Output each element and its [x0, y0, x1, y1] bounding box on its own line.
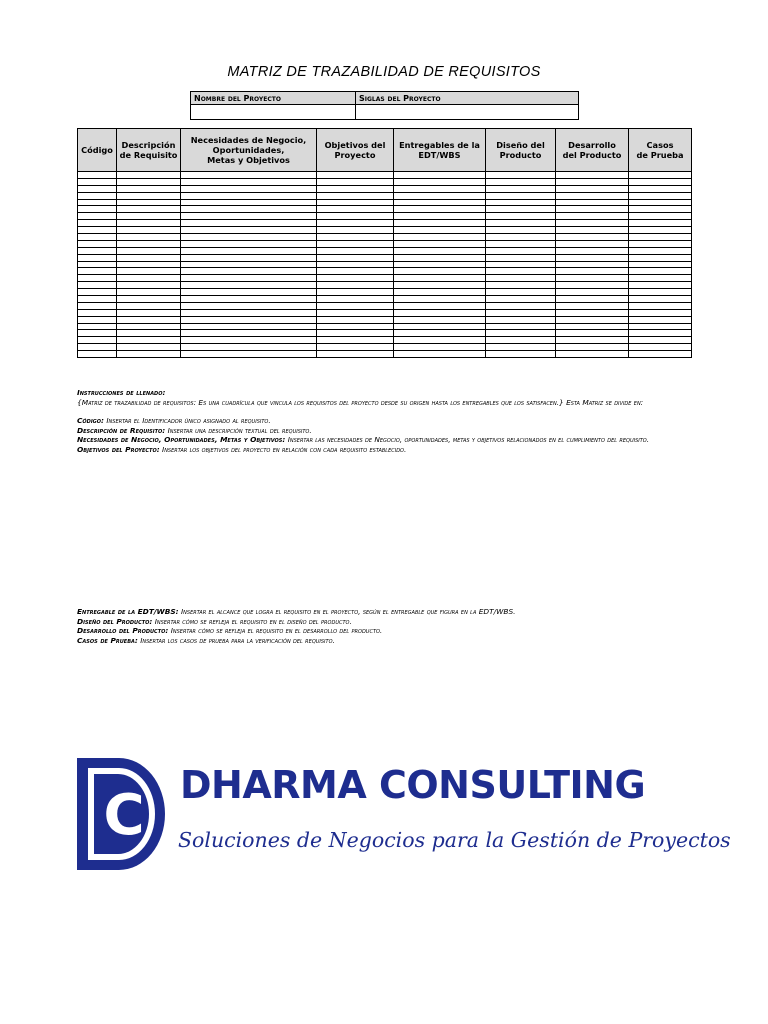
matrix-cell[interactable] [556, 351, 629, 358]
table-row [78, 240, 692, 247]
matrix-cell[interactable] [629, 296, 692, 303]
matrix-cell[interactable] [317, 309, 394, 316]
matrix-cell[interactable] [317, 351, 394, 358]
matrix-cell[interactable] [117, 240, 181, 247]
matrix-cell[interactable] [117, 282, 181, 289]
instruction-text: Insertar cómo se refleja el requisito en el diseño del producto. [154, 616, 352, 626]
matrix-cell[interactable] [556, 206, 629, 213]
matrix-cell[interactable] [181, 337, 317, 344]
matrix-cell[interactable] [556, 275, 629, 282]
matrix-cell[interactable] [394, 330, 486, 337]
matrix-cell[interactable] [556, 254, 629, 261]
matrix-cell[interactable] [181, 330, 317, 337]
matrix-cell[interactable] [556, 185, 629, 192]
matrix-cell[interactable] [629, 172, 692, 179]
company-name: DHARMA CONSULTING [180, 763, 646, 807]
matrix-cell[interactable] [394, 296, 486, 303]
matrix-cell[interactable] [556, 227, 629, 234]
matrix-cell[interactable] [629, 344, 692, 351]
instruction-term: Entregable de la EDT/WBS: [77, 607, 179, 616]
matrix-cell[interactable] [181, 234, 317, 241]
matrix-cell[interactable] [317, 220, 394, 227]
instruction-term: Necesidades de Negocio, Oportunidades, Metas y Objetivos: [77, 435, 286, 445]
matrix-cell[interactable] [486, 316, 556, 323]
matrix-cell[interactable] [394, 268, 486, 275]
matrix-cell[interactable] [181, 240, 317, 247]
matrix-column-header: Casos de Prueba [629, 129, 692, 172]
company-tagline: Soluciones de Negocios para la Gestión de Proyectos [178, 828, 731, 852]
matrix-cell[interactable] [629, 337, 692, 344]
matrix-cell[interactable] [629, 275, 692, 282]
matrix-cell[interactable] [317, 261, 394, 268]
matrix-cell[interactable] [317, 185, 394, 192]
matrix-cell[interactable] [394, 275, 486, 282]
table-row [78, 261, 692, 268]
matrix-cell[interactable] [394, 261, 486, 268]
table-row [78, 302, 692, 309]
instruction-term: Diseño del Producto: [77, 616, 153, 626]
matrix-cell[interactable] [117, 206, 181, 213]
matrix-cell[interactable] [394, 254, 486, 261]
matrix-cell[interactable] [181, 282, 317, 289]
instructions-heading: Instrucciones de llenado: [77, 388, 166, 397]
table-row [78, 268, 692, 275]
matrix-cell[interactable] [629, 316, 692, 323]
matrix-cell[interactable] [117, 316, 181, 323]
matrix-cell[interactable] [181, 178, 317, 185]
matrix-cell[interactable] [629, 206, 692, 213]
matrix-cell[interactable] [317, 227, 394, 234]
table-row [78, 323, 692, 330]
table-row [78, 185, 692, 192]
matrix-cell[interactable] [78, 199, 117, 206]
instruction-term: Código: [77, 416, 104, 426]
matrix-cell[interactable] [486, 275, 556, 282]
matrix-cell[interactable] [394, 323, 486, 330]
matrix-cell[interactable] [556, 282, 629, 289]
matrix-cell[interactable] [394, 337, 486, 344]
matrix-cell[interactable] [317, 296, 394, 303]
matrix-cell[interactable] [117, 227, 181, 234]
table-row [78, 330, 692, 337]
matrix-cell[interactable] [486, 192, 556, 199]
project-acronym-value[interactable] [356, 105, 579, 120]
matrix-cell[interactable] [317, 247, 394, 254]
matrix-cell[interactable] [486, 268, 556, 275]
matrix-cell[interactable] [486, 178, 556, 185]
matrix-cell[interactable] [394, 234, 486, 241]
instruction-term: Descripción de Requisito: [77, 425, 166, 435]
matrix-cell[interactable] [78, 172, 117, 179]
matrix-cell[interactable] [181, 254, 317, 261]
matrix-cell[interactable] [181, 323, 317, 330]
traceability-matrix-table [77, 128, 692, 358]
table-row [78, 220, 692, 227]
matrix-cell[interactable] [394, 344, 486, 351]
matrix-cell[interactable] [117, 199, 181, 206]
matrix-cell[interactable] [556, 344, 629, 351]
matrix-cell[interactable] [629, 268, 692, 275]
instruction-text: Insertar el Identificador único asignado al requisito. [106, 416, 271, 426]
matrix-cell[interactable] [78, 309, 117, 316]
instructions-intro: {Matriz de trazabilidad de requisitos: Es una cuadrícula que vincula los requisitos del proyecto desde su origen hasta los entregables que los satisfacen.} Esta Matriz se divide en: [77, 397, 644, 407]
instruction-text: Insertar cómo se refleja el requisito en el desarrollo del producto. [170, 626, 383, 636]
matrix-cell[interactable] [629, 323, 692, 330]
matrix-cell[interactable] [486, 344, 556, 351]
instruction-item [77, 636, 687, 646]
matrix-cell[interactable] [181, 185, 317, 192]
matrix-cell[interactable] [78, 296, 117, 303]
table-row [78, 309, 692, 316]
matrix-cell[interactable] [486, 330, 556, 337]
matrix-cell[interactable] [78, 192, 117, 199]
matrix-cell[interactable] [629, 213, 692, 220]
matrix-cell[interactable] [629, 185, 692, 192]
matrix-cell[interactable] [629, 254, 692, 261]
svg-text:C: C [103, 783, 145, 848]
matrix-cell[interactable] [486, 309, 556, 316]
matrix-cell[interactable] [78, 337, 117, 344]
table-row [78, 254, 692, 261]
matrix-cell[interactable] [394, 309, 486, 316]
matrix-cell[interactable] [486, 323, 556, 330]
matrix-cell[interactable] [486, 282, 556, 289]
matrix-cell[interactable] [181, 213, 317, 220]
matrix-cell[interactable] [117, 323, 181, 330]
matrix-cell[interactable] [317, 234, 394, 241]
matrix-cell[interactable] [629, 199, 692, 206]
matrix-cell[interactable] [317, 282, 394, 289]
matrix-cell[interactable] [556, 192, 629, 199]
matrix-cell[interactable] [181, 227, 317, 234]
matrix-cell[interactable] [629, 247, 692, 254]
matrix-cell[interactable] [78, 282, 117, 289]
matrix-cell[interactable] [78, 268, 117, 275]
matrix-cell[interactable] [78, 330, 117, 337]
matrix-cell[interactable] [78, 316, 117, 323]
matrix-cell[interactable] [629, 289, 692, 296]
matrix-column-header: Necesidades de Negocio, Oportunidades, Metas y Objetivos [181, 129, 317, 172]
matrix-cell[interactable] [181, 199, 317, 206]
matrix-cell[interactable] [181, 316, 317, 323]
dharma-consulting-logo-icon [77, 758, 169, 870]
matrix-cell[interactable] [317, 344, 394, 351]
matrix-cell[interactable] [181, 302, 317, 309]
matrix-cell[interactable] [317, 268, 394, 275]
matrix-cell[interactable] [317, 192, 394, 199]
instruction-item [77, 416, 687, 426]
table-row [78, 178, 692, 185]
table-row [78, 282, 692, 289]
matrix-cell[interactable] [317, 178, 394, 185]
matrix-cell[interactable] [556, 199, 629, 206]
matrix-cell[interactable] [117, 309, 181, 316]
matrix-cell[interactable] [181, 344, 317, 351]
table-row [78, 275, 692, 282]
matrix-column-header: Código [78, 129, 117, 172]
matrix-cell[interactable] [556, 178, 629, 185]
matrix-cell[interactable] [556, 323, 629, 330]
matrix-cell[interactable] [394, 289, 486, 296]
table-row [78, 234, 692, 241]
matrix-cell[interactable] [394, 227, 486, 234]
matrix-cell[interactable] [181, 289, 317, 296]
table-row [78, 296, 692, 303]
matrix-cell[interactable] [556, 220, 629, 227]
matrix-cell[interactable] [181, 192, 317, 199]
table-row [78, 344, 692, 351]
matrix-cell[interactable] [486, 296, 556, 303]
matrix-cell[interactable] [556, 330, 629, 337]
matrix-cell[interactable] [78, 220, 117, 227]
matrix-cell[interactable] [556, 240, 629, 247]
matrix-cell[interactable] [629, 302, 692, 309]
matrix-cell[interactable] [486, 337, 556, 344]
matrix-cell[interactable] [117, 220, 181, 227]
matrix-cell[interactable] [629, 227, 692, 234]
project-name-label: Nombre del Proyecto [191, 92, 356, 105]
matrix-cell[interactable] [394, 178, 486, 185]
matrix-cell[interactable] [486, 289, 556, 296]
matrix-cell[interactable] [117, 351, 181, 358]
matrix-cell[interactable] [181, 309, 317, 316]
matrix-cell[interactable] [486, 302, 556, 309]
matrix-cell[interactable] [394, 302, 486, 309]
matrix-cell[interactable] [117, 192, 181, 199]
matrix-cell[interactable] [394, 206, 486, 213]
matrix-cell[interactable] [629, 330, 692, 337]
matrix-cell[interactable] [629, 282, 692, 289]
matrix-cell[interactable] [117, 254, 181, 261]
matrix-cell[interactable] [394, 316, 486, 323]
matrix-cell[interactable] [78, 227, 117, 234]
matrix-column-header: Desarrollo del Producto [556, 129, 629, 172]
matrix-cell[interactable] [78, 323, 117, 330]
matrix-cell[interactable] [78, 254, 117, 261]
matrix-cell[interactable] [317, 323, 394, 330]
matrix-cell[interactable] [181, 261, 317, 268]
matrix-cell[interactable] [317, 172, 394, 179]
matrix-cell[interactable] [486, 351, 556, 358]
instruction-item [77, 435, 687, 445]
matrix-cell[interactable] [629, 234, 692, 241]
matrix-cell[interactable] [394, 185, 486, 192]
matrix-cell[interactable] [394, 172, 486, 179]
matrix-cell[interactable] [629, 220, 692, 227]
matrix-cell[interactable] [317, 289, 394, 296]
matrix-cell[interactable] [78, 261, 117, 268]
instruction-text: Insertar las necesidades de Negocio, oportunidades, metas y objetivos relacionados en el cumplimiento del requisito. [287, 435, 650, 445]
matrix-cell[interactable] [117, 172, 181, 179]
table-row [78, 351, 692, 358]
matrix-cell[interactable] [629, 192, 692, 199]
matrix-cell[interactable] [117, 275, 181, 282]
matrix-cell[interactable] [486, 240, 556, 247]
table-row [78, 316, 692, 323]
matrix-cell[interactable] [78, 351, 117, 358]
matrix-cell[interactable] [181, 247, 317, 254]
table-row [78, 206, 692, 213]
matrix-cell[interactable] [629, 261, 692, 268]
matrix-cell[interactable] [556, 234, 629, 241]
matrix-cell[interactable] [181, 172, 317, 179]
matrix-cell[interactable] [556, 296, 629, 303]
table-row [78, 199, 692, 206]
matrix-cell[interactable] [629, 309, 692, 316]
matrix-cell[interactable] [629, 178, 692, 185]
matrix-cell[interactable] [317, 330, 394, 337]
table-row [78, 247, 692, 254]
matrix-cell[interactable] [556, 247, 629, 254]
matrix-cell[interactable] [556, 268, 629, 275]
matrix-cell[interactable] [78, 247, 117, 254]
matrix-cell[interactable] [556, 213, 629, 220]
instruction-item [77, 445, 687, 455]
matrix-cell[interactable] [556, 337, 629, 344]
table-row [78, 172, 692, 179]
matrix-cell[interactable] [394, 282, 486, 289]
matrix-cell[interactable] [317, 254, 394, 261]
matrix-cell[interactable] [486, 172, 556, 179]
matrix-cell[interactable] [117, 337, 181, 344]
matrix-column-header: Diseño del Producto [486, 129, 556, 172]
matrix-cell[interactable] [394, 247, 486, 254]
matrix-cell[interactable] [117, 296, 181, 303]
project-name-value[interactable] [191, 105, 356, 120]
matrix-cell[interactable] [117, 268, 181, 275]
table-row [78, 213, 692, 220]
matrix-cell[interactable] [117, 178, 181, 185]
instruction-item [77, 607, 687, 617]
matrix-cell[interactable] [317, 337, 394, 344]
project-header-table [190, 91, 579, 120]
instruction-term: Objetivos del Proyecto: [77, 444, 160, 454]
matrix-cell[interactable] [78, 289, 117, 296]
instruction-term: Casos de Prueba: [77, 635, 138, 645]
instruction-item [77, 626, 687, 636]
matrix-cell[interactable] [556, 289, 629, 296]
matrix-cell[interactable] [78, 344, 117, 351]
matrix-cell[interactable] [181, 220, 317, 227]
matrix-cell[interactable] [117, 289, 181, 296]
matrix-cell[interactable] [394, 351, 486, 358]
matrix-cell[interactable] [78, 213, 117, 220]
instruction-text: Insertar el alcance que logra el requisito en el proyecto, según el entregable que figura en la EDT/WBS. [180, 607, 516, 616]
table-row [78, 289, 692, 296]
matrix-cell[interactable] [486, 234, 556, 241]
matrix-cell[interactable] [486, 254, 556, 261]
matrix-cell[interactable] [78, 206, 117, 213]
matrix-column-header: Objetivos del Proyecto [317, 129, 394, 172]
matrix-cell[interactable] [394, 213, 486, 220]
instruction-item [77, 426, 687, 436]
matrix-cell[interactable] [117, 185, 181, 192]
table-row [78, 337, 692, 344]
matrix-cell[interactable] [486, 213, 556, 220]
matrix-cell[interactable] [317, 240, 394, 247]
matrix-cell[interactable] [394, 192, 486, 199]
matrix-body [78, 172, 692, 358]
instructions-block-2 [77, 607, 687, 645]
instruction-text: Insertar los objetivos del proyecto en relación con cada requisito establecido. [162, 444, 407, 454]
matrix-cell[interactable] [394, 220, 486, 227]
matrix-cell[interactable] [556, 261, 629, 268]
matrix-cell[interactable] [486, 185, 556, 192]
matrix-cell[interactable] [556, 309, 629, 316]
matrix-cell[interactable] [181, 296, 317, 303]
matrix-cell[interactable] [117, 302, 181, 309]
matrix-cell[interactable] [317, 275, 394, 282]
matrix-cell[interactable] [486, 247, 556, 254]
matrix-cell[interactable] [78, 275, 117, 282]
matrix-header-row [78, 129, 692, 172]
matrix-cell[interactable] [317, 199, 394, 206]
matrix-column-header: Entregables de la EDT/WBS [394, 129, 486, 172]
matrix-cell[interactable] [78, 185, 117, 192]
matrix-cell[interactable] [117, 261, 181, 268]
matrix-cell[interactable] [181, 206, 317, 213]
matrix-cell[interactable] [317, 302, 394, 309]
matrix-cell[interactable] [394, 240, 486, 247]
matrix-cell[interactable] [556, 172, 629, 179]
table-row [78, 227, 692, 234]
matrix-cell[interactable] [117, 234, 181, 241]
matrix-cell[interactable] [78, 178, 117, 185]
matrix-cell[interactable] [486, 199, 556, 206]
matrix-column-header: Descripción de Requisito [117, 129, 181, 172]
instruction-text: Insertar una descripción textual del requisito. [167, 425, 312, 435]
matrix-cell[interactable] [117, 344, 181, 351]
matrix-cell[interactable] [486, 206, 556, 213]
matrix-cell[interactable] [486, 227, 556, 234]
matrix-cell[interactable] [117, 330, 181, 337]
matrix-cell[interactable] [181, 351, 317, 358]
matrix-cell[interactable] [486, 261, 556, 268]
matrix-cell[interactable] [556, 302, 629, 309]
matrix-cell[interactable] [317, 316, 394, 323]
table-row [78, 192, 692, 199]
matrix-cell[interactable] [181, 275, 317, 282]
project-acronym-label: Siglas del Proyecto [356, 92, 579, 105]
matrix-cell[interactable] [78, 234, 117, 241]
matrix-cell[interactable] [486, 220, 556, 227]
document-title: MATRIZ DE TRAZABILIDAD DE REQUISITOS [227, 64, 541, 80]
matrix-cell[interactable] [117, 247, 181, 254]
matrix-cell[interactable] [78, 302, 117, 309]
matrix-cell[interactable] [317, 206, 394, 213]
matrix-cell[interactable] [117, 213, 181, 220]
matrix-cell[interactable] [317, 213, 394, 220]
instruction-term: Desarrollo del Producto: [77, 626, 169, 636]
matrix-cell[interactable] [556, 316, 629, 323]
instruction-text: Insertar los casos de prueba para la verificación del requisito. [140, 635, 335, 645]
matrix-cell[interactable] [181, 268, 317, 275]
matrix-cell[interactable] [78, 240, 117, 247]
matrix-cell[interactable] [629, 240, 692, 247]
instruction-item [77, 617, 687, 627]
instructions-block-1 [77, 388, 687, 455]
matrix-cell[interactable] [394, 199, 486, 206]
matrix-cell[interactable] [629, 351, 692, 358]
